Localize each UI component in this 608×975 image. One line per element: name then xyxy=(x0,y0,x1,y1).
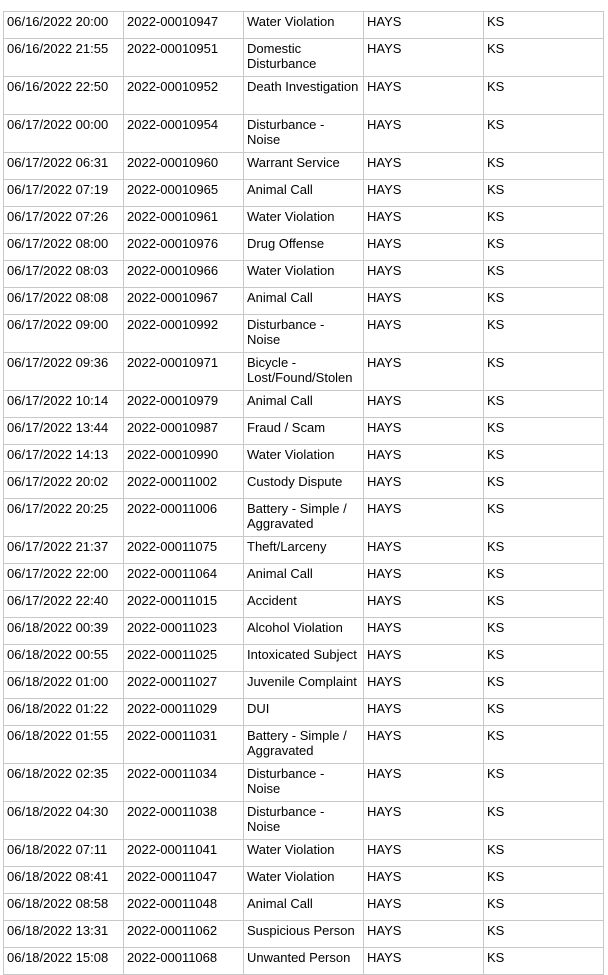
cell-state: KS xyxy=(484,115,604,153)
cell-case-number: 2022-00010967 xyxy=(124,288,244,315)
cell-incident-type: Death Investigation xyxy=(244,77,364,115)
cell-datetime: 06/18/2022 01:00 xyxy=(4,672,124,699)
table-row xyxy=(4,115,604,153)
cell-datetime: 06/17/2022 10:14 xyxy=(4,391,124,418)
cell-incident-type: Alcohol Violation xyxy=(244,618,364,645)
cell-datetime: 06/18/2022 01:22 xyxy=(4,699,124,726)
table-row xyxy=(4,672,604,699)
cell-state: KS xyxy=(484,234,604,261)
cell-datetime: 06/17/2022 14:13 xyxy=(4,445,124,472)
cell-state: KS xyxy=(484,764,604,802)
cell-incident-type: Fraud / Scam xyxy=(244,418,364,445)
cell-case-number: 2022-00011025 xyxy=(124,645,244,672)
cell-state: KS xyxy=(484,39,604,77)
cell-city: HAYS xyxy=(364,699,484,726)
cell-incident-type: Custody Dispute xyxy=(244,472,364,499)
cell-incident-type: Disturbance - Noise xyxy=(244,764,364,802)
cell-datetime: 06/18/2022 08:58 xyxy=(4,894,124,921)
cell-datetime: 06/17/2022 20:25 xyxy=(4,499,124,537)
cell-city: HAYS xyxy=(364,867,484,894)
cell-state: KS xyxy=(484,180,604,207)
cell-datetime: 06/17/2022 00:00 xyxy=(4,115,124,153)
cell-city: HAYS xyxy=(364,391,484,418)
cell-case-number: 2022-00011031 xyxy=(124,726,244,764)
cell-city: HAYS xyxy=(364,445,484,472)
table-row xyxy=(4,726,604,764)
cell-city: HAYS xyxy=(364,948,484,975)
cell-case-number: 2022-00011038 xyxy=(124,802,244,840)
cell-city: HAYS xyxy=(364,288,484,315)
cell-datetime: 06/18/2022 13:31 xyxy=(4,921,124,948)
cell-city: HAYS xyxy=(364,353,484,391)
cell-city: HAYS xyxy=(364,894,484,921)
table-row xyxy=(4,12,604,39)
table-row xyxy=(4,699,604,726)
cell-case-number: 2022-00010976 xyxy=(124,234,244,261)
cell-incident-type: Accident xyxy=(244,591,364,618)
cell-datetime: 06/17/2022 08:00 xyxy=(4,234,124,261)
cell-datetime: 06/17/2022 08:03 xyxy=(4,261,124,288)
table-row xyxy=(4,764,604,802)
cell-state: KS xyxy=(484,726,604,764)
cell-case-number: 2022-00011034 xyxy=(124,764,244,802)
cell-state: KS xyxy=(484,537,604,564)
cell-city: HAYS xyxy=(364,261,484,288)
cell-case-number: 2022-00011002 xyxy=(124,472,244,499)
cell-city: HAYS xyxy=(364,537,484,564)
cell-city: HAYS xyxy=(364,591,484,618)
cell-incident-type: Intoxicated Subject xyxy=(244,645,364,672)
cell-state: KS xyxy=(484,288,604,315)
table-row xyxy=(4,564,604,591)
cell-incident-type: Unwanted Person xyxy=(244,948,364,975)
cell-state: KS xyxy=(484,948,604,975)
cell-datetime: 06/17/2022 20:02 xyxy=(4,472,124,499)
cell-case-number: 2022-00010965 xyxy=(124,180,244,207)
table-row xyxy=(4,180,604,207)
cell-state: KS xyxy=(484,353,604,391)
cell-state: KS xyxy=(484,699,604,726)
cell-city: HAYS xyxy=(364,115,484,153)
cell-state: KS xyxy=(484,618,604,645)
cell-incident-type: Animal Call xyxy=(244,564,364,591)
cell-case-number: 2022-00011048 xyxy=(124,894,244,921)
incident-log-table xyxy=(3,11,604,975)
cell-case-number: 2022-00011068 xyxy=(124,948,244,975)
cell-datetime: 06/18/2022 15:08 xyxy=(4,948,124,975)
cell-city: HAYS xyxy=(364,39,484,77)
cell-incident-type: Theft/Larceny xyxy=(244,537,364,564)
table-row xyxy=(4,353,604,391)
table-row xyxy=(4,921,604,948)
cell-city: HAYS xyxy=(364,315,484,353)
cell-datetime: 06/18/2022 01:55 xyxy=(4,726,124,764)
cell-city: HAYS xyxy=(364,802,484,840)
cell-case-number: 2022-00011062 xyxy=(124,921,244,948)
cell-case-number: 2022-00011015 xyxy=(124,591,244,618)
cell-incident-type: Water Violation xyxy=(244,261,364,288)
cell-case-number: 2022-00010951 xyxy=(124,39,244,77)
cell-incident-type: Suspicious Person xyxy=(244,921,364,948)
cell-incident-type: Battery - Simple / Aggravated xyxy=(244,726,364,764)
cell-case-number: 2022-00010947 xyxy=(124,12,244,39)
cell-incident-type: Animal Call xyxy=(244,288,364,315)
cell-case-number: 2022-00011041 xyxy=(124,840,244,867)
cell-city: HAYS xyxy=(364,234,484,261)
table-row xyxy=(4,472,604,499)
cell-state: KS xyxy=(484,315,604,353)
cell-case-number: 2022-00011023 xyxy=(124,618,244,645)
cell-case-number: 2022-00010960 xyxy=(124,153,244,180)
cell-state: KS xyxy=(484,261,604,288)
cell-incident-type: Animal Call xyxy=(244,180,364,207)
cell-datetime: 06/18/2022 07:11 xyxy=(4,840,124,867)
cell-state: KS xyxy=(484,867,604,894)
cell-city: HAYS xyxy=(364,726,484,764)
cell-case-number: 2022-00010992 xyxy=(124,315,244,353)
cell-case-number: 2022-00011027 xyxy=(124,672,244,699)
cell-datetime: 06/17/2022 22:00 xyxy=(4,564,124,591)
cell-state: KS xyxy=(484,445,604,472)
cell-case-number: 2022-00010952 xyxy=(124,77,244,115)
cell-city: HAYS xyxy=(364,153,484,180)
cell-case-number: 2022-00010954 xyxy=(124,115,244,153)
cell-city: HAYS xyxy=(364,618,484,645)
cell-datetime: 06/16/2022 20:00 xyxy=(4,12,124,39)
table-row xyxy=(4,867,604,894)
cell-datetime: 06/16/2022 21:55 xyxy=(4,39,124,77)
cell-datetime: 06/17/2022 06:31 xyxy=(4,153,124,180)
cell-datetime: 06/17/2022 08:08 xyxy=(4,288,124,315)
table-row xyxy=(4,499,604,537)
table-row xyxy=(4,618,604,645)
cell-datetime: 06/17/2022 07:19 xyxy=(4,180,124,207)
cell-state: KS xyxy=(484,840,604,867)
table-row xyxy=(4,391,604,418)
cell-state: KS xyxy=(484,499,604,537)
cell-city: HAYS xyxy=(364,499,484,537)
cell-incident-type: Domestic Disturbance xyxy=(244,39,364,77)
incident-log-body xyxy=(4,12,604,975)
cell-state: KS xyxy=(484,12,604,39)
table-row xyxy=(4,840,604,867)
cell-datetime: 06/17/2022 13:44 xyxy=(4,418,124,445)
cell-city: HAYS xyxy=(364,207,484,234)
cell-case-number: 2022-00010971 xyxy=(124,353,244,391)
cell-incident-type: Animal Call xyxy=(244,894,364,921)
cell-state: KS xyxy=(484,207,604,234)
cell-state: KS xyxy=(484,472,604,499)
cell-case-number: 2022-00010987 xyxy=(124,418,244,445)
table-row xyxy=(4,948,604,975)
cell-city: HAYS xyxy=(364,12,484,39)
cell-city: HAYS xyxy=(364,418,484,445)
table-row xyxy=(4,77,604,115)
cell-datetime: 06/17/2022 07:26 xyxy=(4,207,124,234)
cell-state: KS xyxy=(484,564,604,591)
cell-case-number: 2022-00010979 xyxy=(124,391,244,418)
cell-case-number: 2022-00010966 xyxy=(124,261,244,288)
cell-state: KS xyxy=(484,894,604,921)
table-row xyxy=(4,207,604,234)
cell-state: KS xyxy=(484,672,604,699)
table-row xyxy=(4,894,604,921)
cell-incident-type: Disturbance - Noise xyxy=(244,315,364,353)
cell-incident-type: Water Violation xyxy=(244,12,364,39)
cell-case-number: 2022-00011075 xyxy=(124,537,244,564)
cell-state: KS xyxy=(484,645,604,672)
cell-case-number: 2022-00011029 xyxy=(124,699,244,726)
cell-datetime: 06/16/2022 22:50 xyxy=(4,77,124,115)
table-row xyxy=(4,288,604,315)
table-row xyxy=(4,537,604,564)
cell-datetime: 06/17/2022 22:40 xyxy=(4,591,124,618)
cell-state: KS xyxy=(484,391,604,418)
table-row xyxy=(4,39,604,77)
cell-datetime: 06/18/2022 08:41 xyxy=(4,867,124,894)
cell-city: HAYS xyxy=(364,564,484,591)
cell-state: KS xyxy=(484,418,604,445)
cell-incident-type: Warrant Service xyxy=(244,153,364,180)
cell-case-number: 2022-00011006 xyxy=(124,499,244,537)
cell-city: HAYS xyxy=(364,921,484,948)
table-row xyxy=(4,418,604,445)
cell-city: HAYS xyxy=(364,764,484,802)
cell-city: HAYS xyxy=(364,77,484,115)
cell-datetime: 06/18/2022 00:39 xyxy=(4,618,124,645)
cell-city: HAYS xyxy=(364,645,484,672)
cell-datetime: 06/17/2022 09:36 xyxy=(4,353,124,391)
cell-incident-type: Water Violation xyxy=(244,840,364,867)
table-row xyxy=(4,645,604,672)
cell-incident-type: Battery - Simple / Aggravated xyxy=(244,499,364,537)
cell-state: KS xyxy=(484,802,604,840)
table-row xyxy=(4,234,604,261)
cell-state: KS xyxy=(484,77,604,115)
cell-incident-type: Bicycle - Lost/Found/Stolen xyxy=(244,353,364,391)
table-row xyxy=(4,591,604,618)
table-row xyxy=(4,315,604,353)
cell-incident-type: Disturbance - Noise xyxy=(244,115,364,153)
cell-city: HAYS xyxy=(364,672,484,699)
cell-incident-type: Disturbance - Noise xyxy=(244,802,364,840)
cell-case-number: 2022-00011064 xyxy=(124,564,244,591)
table-row xyxy=(4,261,604,288)
cell-datetime: 06/17/2022 21:37 xyxy=(4,537,124,564)
cell-state: KS xyxy=(484,591,604,618)
cell-incident-type: Drug Offense xyxy=(244,234,364,261)
cell-city: HAYS xyxy=(364,472,484,499)
cell-state: KS xyxy=(484,153,604,180)
cell-datetime: 06/18/2022 00:55 xyxy=(4,645,124,672)
cell-incident-type: Juvenile Complaint xyxy=(244,672,364,699)
cell-incident-type: Water Violation xyxy=(244,445,364,472)
cell-incident-type: Animal Call xyxy=(244,391,364,418)
cell-case-number: 2022-00011047 xyxy=(124,867,244,894)
cell-datetime: 06/18/2022 02:35 xyxy=(4,764,124,802)
cell-case-number: 2022-00010990 xyxy=(124,445,244,472)
table-row xyxy=(4,153,604,180)
cell-city: HAYS xyxy=(364,840,484,867)
table-row xyxy=(4,802,604,840)
cell-case-number: 2022-00010961 xyxy=(124,207,244,234)
cell-state: KS xyxy=(484,921,604,948)
cell-incident-type: Water Violation xyxy=(244,867,364,894)
cell-incident-type: DUI xyxy=(244,699,364,726)
cell-city: HAYS xyxy=(364,180,484,207)
cell-datetime: 06/18/2022 04:30 xyxy=(4,802,124,840)
table-row xyxy=(4,445,604,472)
cell-incident-type: Water Violation xyxy=(244,207,364,234)
cell-datetime: 06/17/2022 09:00 xyxy=(4,315,124,353)
